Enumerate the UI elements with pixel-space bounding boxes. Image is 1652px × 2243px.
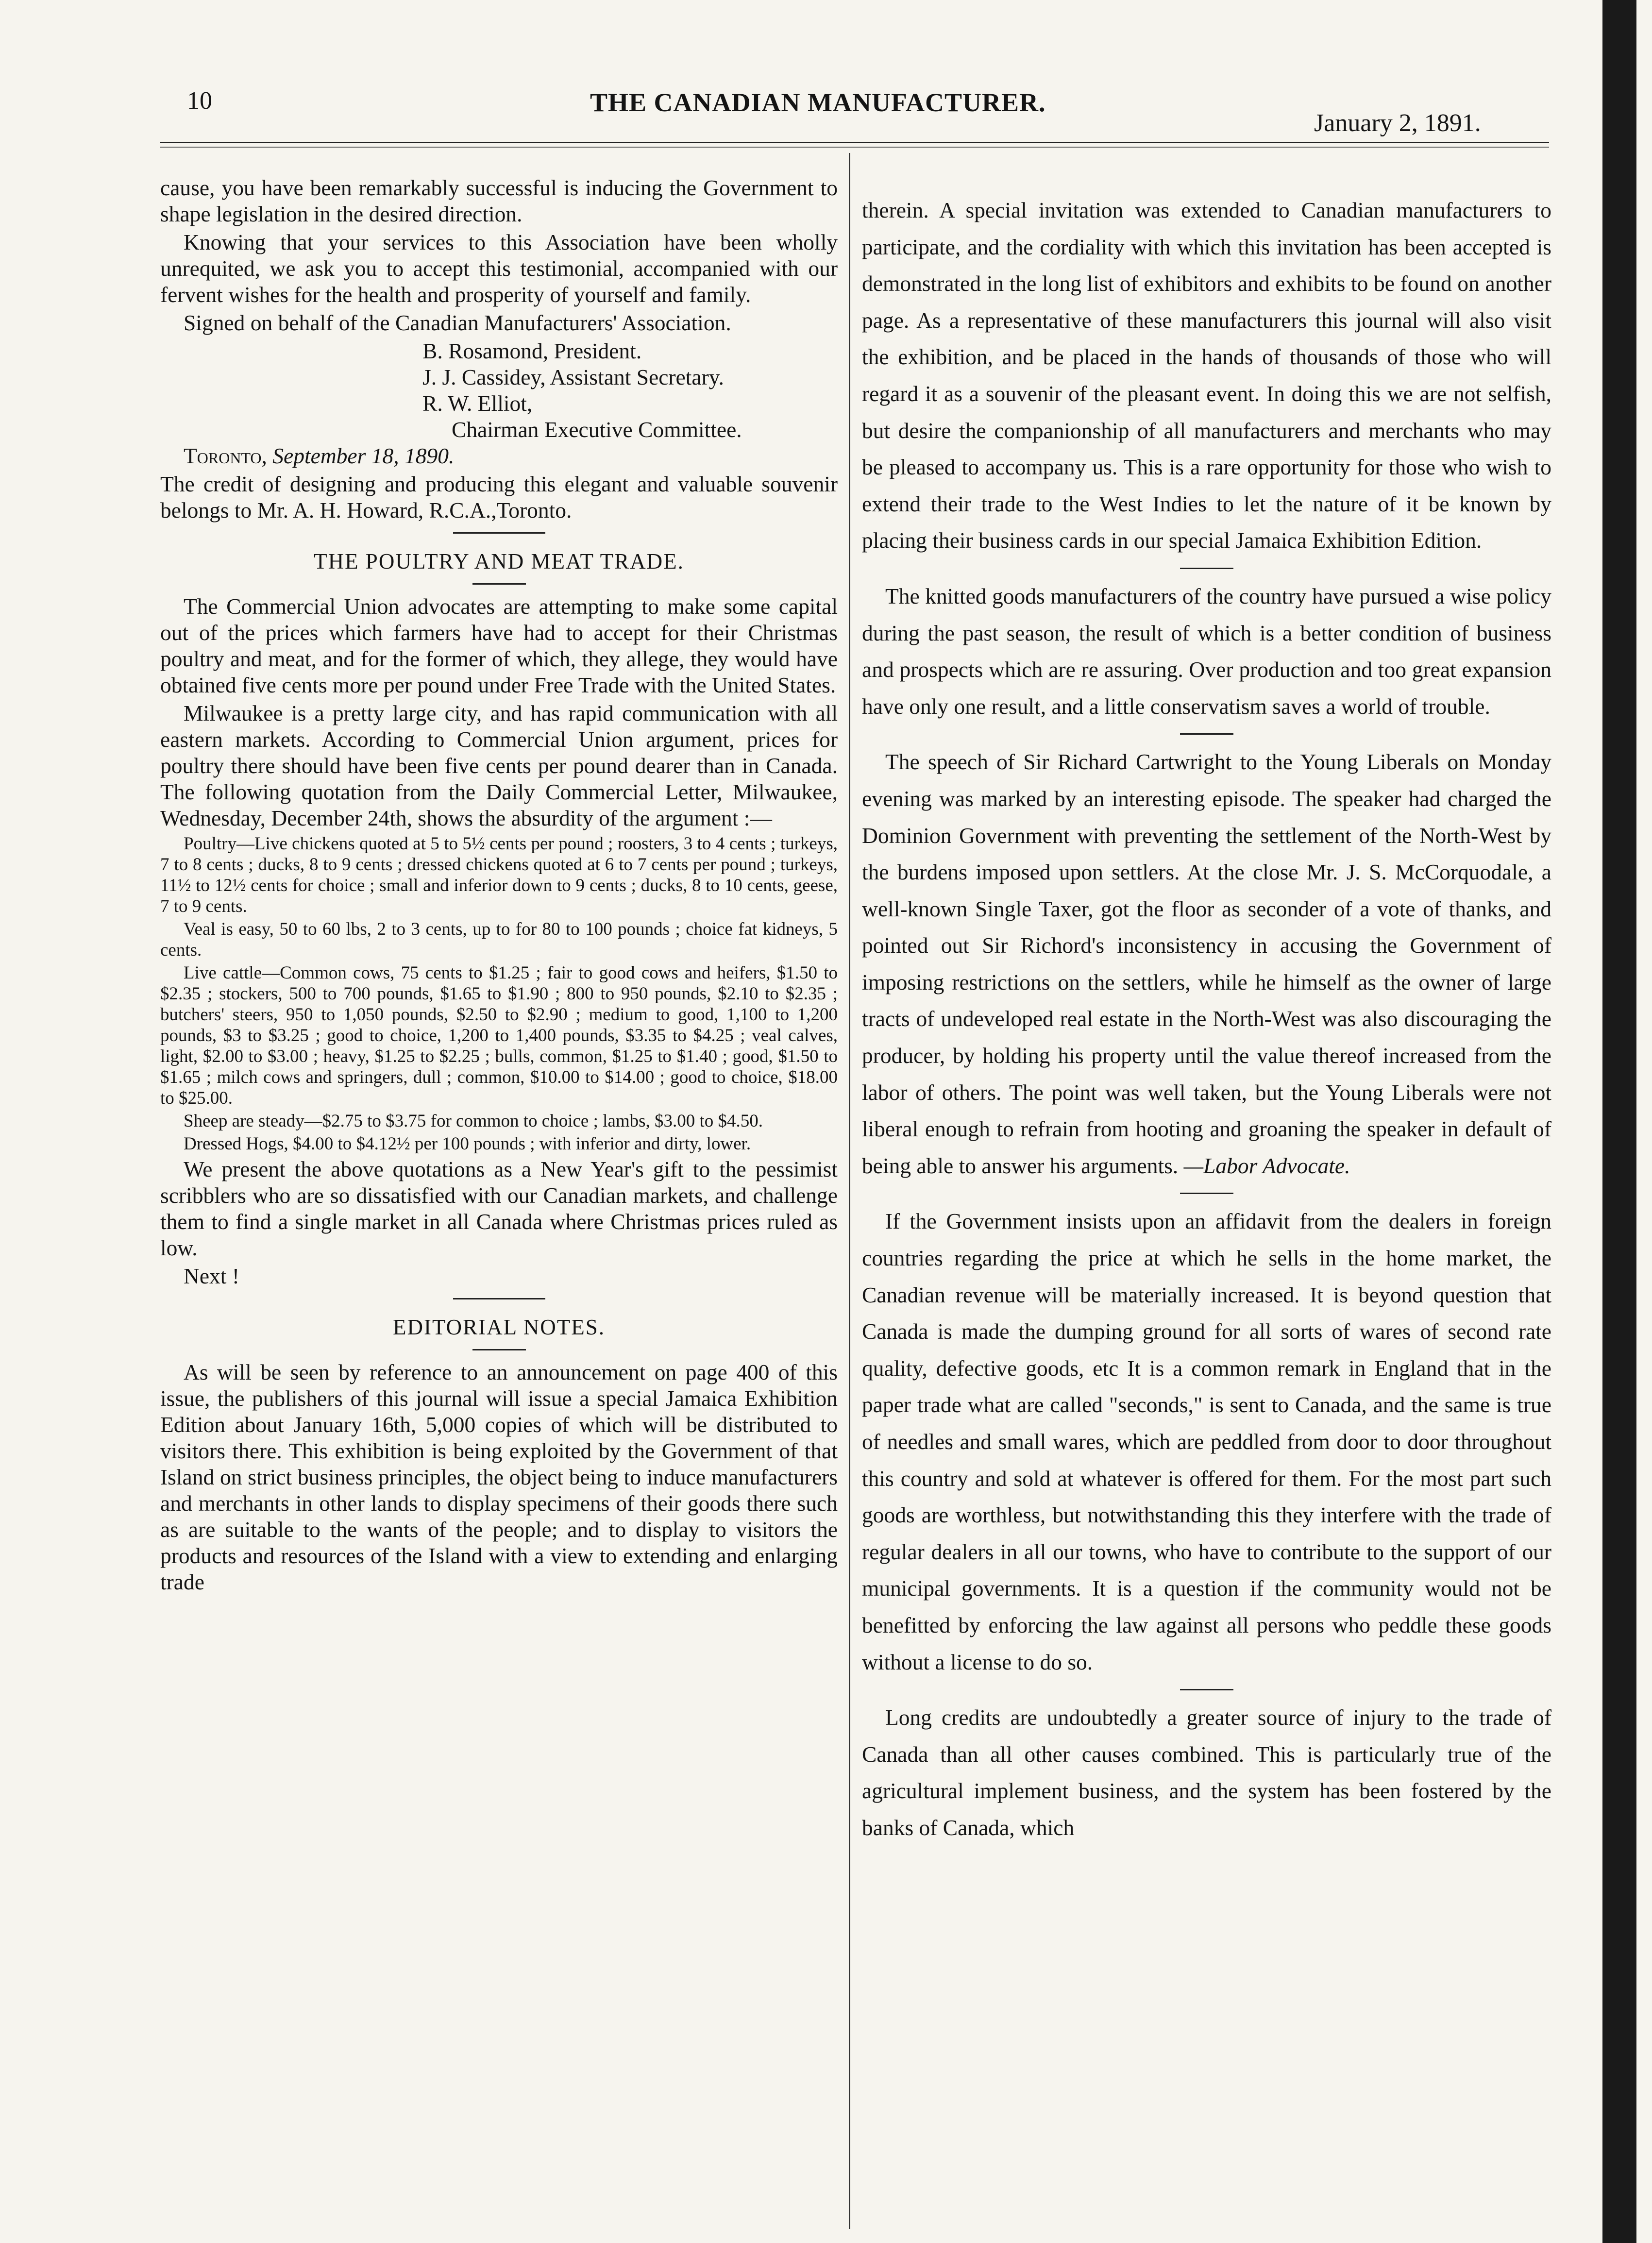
section-separator	[453, 532, 545, 534]
column-divider	[849, 153, 850, 2229]
note-separator-2	[1180, 733, 1233, 735]
closing-paragraph: We present the above quotations as a New Year's gift to the pessimist scribblers who are so dissatisfied with our Canadian markets, and challenge them to find a single market in all Canada where Christmas prices ruled as low.	[160, 1157, 838, 1260]
poultry-heading: THE POULTRY AND MEAT TRADE.	[314, 549, 684, 573]
quotation-sheep: Sheep are steady—$2.75 to $3.75 for common to choice ; lambs, $3.00 to $4.50.	[184, 1111, 763, 1131]
credit-paragraph: The credit of designing and producing this elegant and valuable souvenir belongs to Mr. A. H. Howard, R.C.A.,Toronto.	[160, 472, 838, 523]
scan-edge	[1602, 0, 1636, 2243]
header-rule	[160, 142, 1549, 143]
dateline	[160, 443, 838, 469]
long-credits-note: Long credits are undoubtedly a greater source of injury to the trade of Canada than all other causes combined. This is particularly true of the agricultural implement business, and the system has been fostered by the banks of Canada, which	[862, 1705, 1551, 1840]
intro-paragraph-1: cause, you have been remarkably successful is inducing the Government to shape legislation in the desired direction.	[160, 175, 838, 226]
next-line: Next !	[184, 1264, 239, 1288]
masthead: THE CANADIAN MANUFACTURER.	[590, 88, 1046, 117]
left-column	[160, 175, 838, 1597]
header-rule-secondary	[160, 147, 1549, 148]
issue-date: January 2, 1891.	[1314, 109, 1481, 137]
editorial-heading: EDITORIAL NOTES.	[393, 1315, 605, 1339]
signature-chairman-title: Chairman Executive Committee.	[452, 417, 742, 442]
section-separator-2	[453, 1298, 545, 1299]
cartwright-speech-note	[862, 743, 1551, 1184]
dateline-place: Toronto,	[184, 443, 267, 468]
dateline-date: September 18, 1890.	[272, 443, 455, 468]
editorial-paragraph-1: As will be seen by reference to an announcement on page 400 of this issue, the publishers of this journal will issue a special Jamaica Exhibition Edition about January 16th, 5,000 copies of which will be distributed to visitors there. This exhibition is being exploited by the Government of that Island on strict business principles, the object being to induce manufacturers and merchants in other lands to display specimens of their goods there such as are suitable to the wants of the people; and to display to visitors the products and resources of the Island with a view to extending and enlarging trade	[160, 1360, 838, 1594]
page-number: 10	[187, 87, 212, 115]
quotation-cattle: Live cattle—Common cows, 75 cents to $1.25 ; fair to good cows and heifers, $1.50 to $2.35 ; stockers, 500 to 700 pounds, $1.65 to $1.90 ; 800 to 950 pounds, $2.10 to $2.35 ; butchers' steers, 950 to 1,050 pounds, $2.50 to $2.90 ; medium to good, 1,100 to 1,200 pounds, $3 to $3.25 ; good to choice, 1,200 to 1,400 pounds, $3.35 to $4.25 ; veal calves, light, $2.00 to $3.00 ; heavy, $1.25 to $2.25 ; bulls, common, $1.25 to $1.40 ; good, $1.50 to $1.65 ; milch cows and springers, dull ; common, $10.00 to $14.00 ; good to choice, $18.00 to $25.00.	[160, 963, 838, 1108]
speech-source: —Labor Advocate.	[1183, 1153, 1350, 1178]
quotation-veal: Veal is easy, 50 to 60 lbs, 2 to 3 cents, up to for 80 to 100 pounds ; choice fat kidneys, 5 cents.	[160, 919, 838, 960]
jamaica-continuation: therein. A special invitation was extended to Canadian manufacturers to participate, and the cordiality with which this invitation has been accepted is demonstrated in the long list of exhibitors and exhibits to be found on another page. As a representative of these manufacturers this journal will also visit the exhibition, and be placed in the hands of thousands of those who will regard it as a souvenir of the pleasant event. In doing this we are not selfish, but desire the companionship of all manufacturers and merchants who may be pleased to accompany us. This is a rare opportunity for those who wish to extend their trade to the West Indies to let the nature of it be known by placing their business cards in our special Jamaica Exhibition Edition.	[862, 198, 1551, 553]
quotation-hogs: Dressed Hogs, $4.00 to $4.12½ per 100 pounds ; with inferior and dirty, lower.	[184, 1134, 751, 1154]
note-separator-1	[1180, 568, 1233, 569]
editorial-heading-rule	[472, 1349, 526, 1350]
intro-paragraph-2: Knowing that your services to this Association have been wholly unrequited, we ask you to accept this testimonial, accompanied with our fervent wishes for the health and prosperity of yourself and family.	[160, 230, 838, 307]
cartwright-speech-text: The speech of Sir Richard Cartwright to the Young Liberals on Monday evening was marked by an interesting episode. The speaker had charged the Dominion Government with preventing the settlement of the North-West by the burdens imposed upon settlers. At the close Mr. J. S. McCorquodale, a well-known Single Taxer, got the floor as seconder of a vote of thanks, and pointed out Sir Richord's inconsistency in accusing the Government of imposing restrictions on the settlers, while he himself as the owner of large tracts of undeveloped real estate in the North-West was also discouraging the producer, by holding his property until the value thereof increased from the labor of others. The point was well taken, but the Young Liberals were not liberal enough to refrain from hooting and groaning the speaker in default of being able to answer his arguments.	[862, 749, 1551, 1178]
right-column	[862, 192, 1551, 1848]
knitted-goods-note: The knitted goods manufacturers of the country have pursued a wise policy during the past season, the result of which is a better condition of business and prospects which are re assuring. Over production and too great expansion have only one result, and a little conservatism saves a world of trouble.	[862, 583, 1551, 719]
intro-paragraph-3: Signed on behalf of the Canadian Manufacturers' Association.	[184, 310, 731, 335]
quotation-poultry: Poultry—Live chickens quoted at 5 to 5½ cents per pound ; roosters, 3 to 4 cents ; turkeys, 7 to 8 cents ; ducks, 8 to 9 cents ; dressed chickens quoted at 6 to 7 cents per pound ; turkeys, 11½ to 12½ cents for choice ; small and inferior down to 9 cents ; ducks, 8 to 10 cents, geese, 7 to 9 cents.	[160, 834, 838, 916]
note-separator-3	[1180, 1193, 1233, 1194]
signature-secretary: J. J. Cassidey, Assistant Secretary.	[422, 365, 724, 389]
signature-president: B. Rosamond, President.	[422, 338, 642, 363]
poultry-paragraph-2: Milwaukee is a pretty large city, and has rapid communication with all eastern markets. According to Commercial Union argument, prices for poultry there should have been five cents per pound dearer than in Canada. The following quotation from the Daily Commercial Letter, Milwaukee, Wednesday, December 24th, shows the absurdity of the argument :—	[160, 701, 838, 830]
note-separator-4	[1180, 1689, 1233, 1690]
poultry-paragraph-1: The Commercial Union advocates are attempting to make some capital out of the prices which farmers have had to accept for their Christmas poultry and meat, and for the former of which, they allege, they would have obtained five cents more per pound under Free Trade with the United States.	[160, 594, 838, 697]
market-quotations	[160, 833, 838, 1154]
heading-rule	[472, 583, 526, 585]
affidavit-note: If the Government insists upon an affidavit from the dealers in foreign countries regarding the price at which he sells in the home market, the Canadian revenue will be materially increased. It is beyond question that Canada is made the dumping ground for all sorts of wares of second rate quality, defective goods, etc It is a common remark in England that in the paper trade what are called "seconds," is sent to Canada, and the same is true of needles and small wares, which are peddled from door to door throughout this country and sold at whatever is offered for them. For the most part such goods are worthless, but notwithstanding this they interfere with the trade of regular dealers in all our towns, who have to contribute to the support of our municipal governments. It is a question if the community would not be benefitted by enforcing the law against all persons who peddle these goods without a license to do so.	[862, 1209, 1551, 1674]
signature-chairman-name: R. W. Elliot,	[422, 391, 533, 416]
